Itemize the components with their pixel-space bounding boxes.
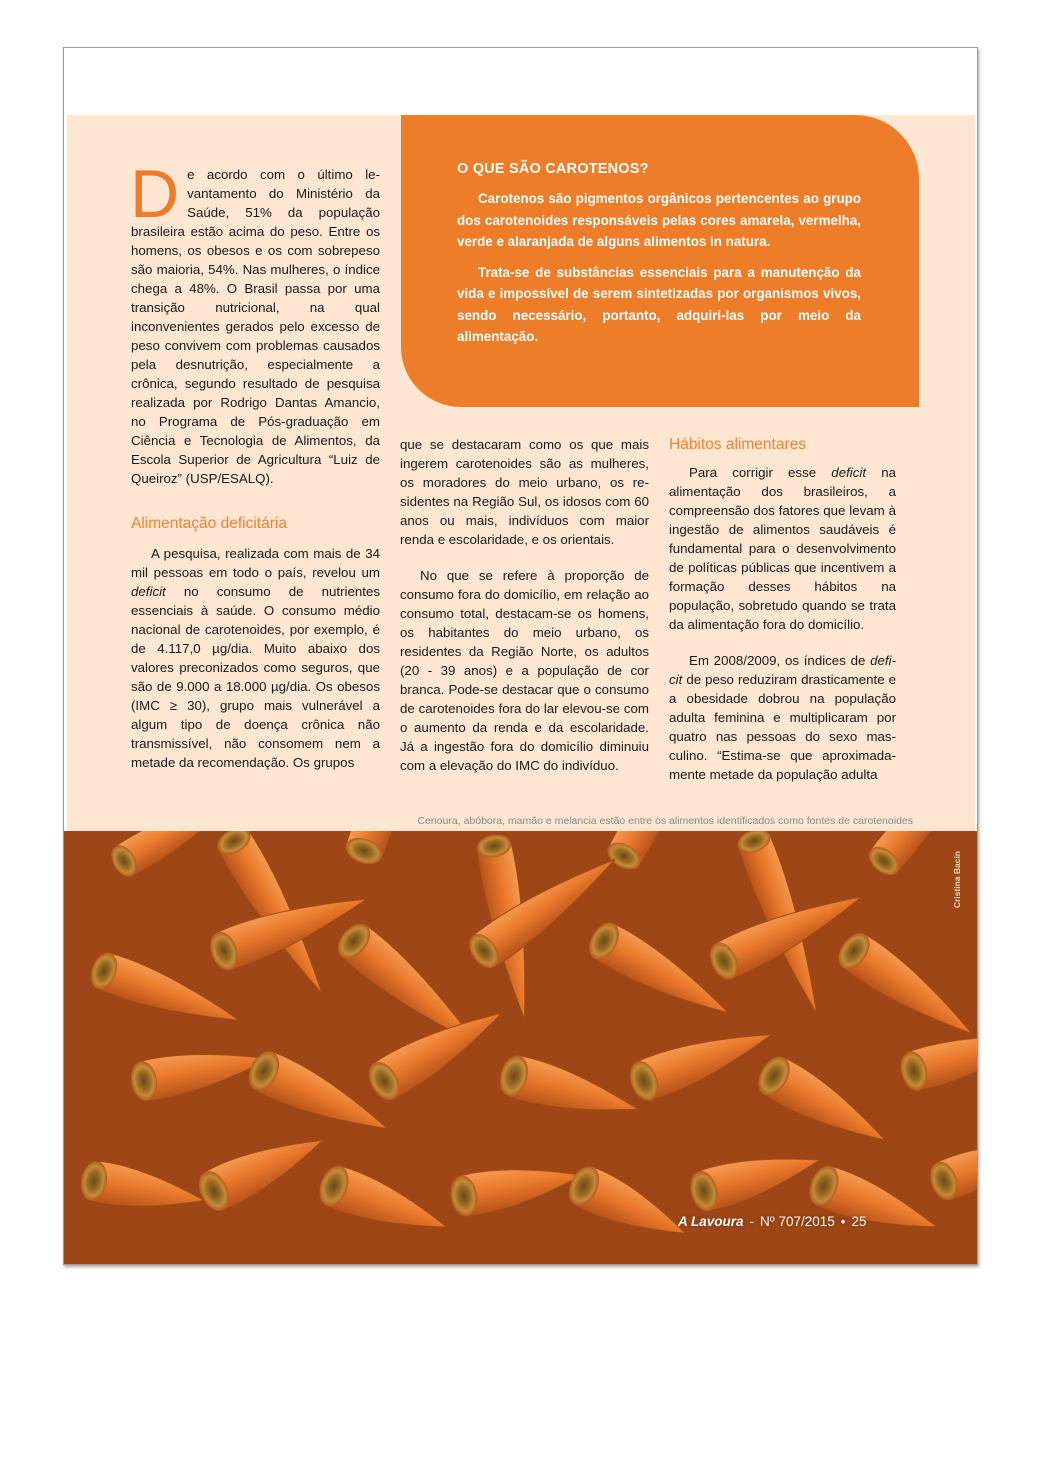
paragraph: Para corrigir esse deficit na alimentação dos brasileiros, a compreensão dos fatores que levam à ingestão de alimentos saudáveis é fundamental para o desenvolvimento de políticas públicas que incentivem a formação desses hábitos na população, sobretudo quando se trata da alimentação fora do domicílio. [669,465,896,632]
column-3 [669,435,896,784]
paragraph: A pesquisa, realizada com mais de 34 mil pessoas em todo o país, revelou um deficit no consumo de nutrientes essenciais à saúde. O consumo médio nacional de carotenoides, por exemplo, é de 4.117,0 µg/dia. Muito abaixo dos valores preconizados como seguros, que são de 9.000 a 18.000 µg/dia. Os obesos (IMC ≥ 30), grupo mais vulnerável a algum tipo de doença crônica não transmissível, não consomem nem a metade da recomendação. Os grupos [131,546,380,770]
drop-cap: D [130,156,180,232]
paragraph: No que se refere à proporção de consumo fora do domicílio, em relação ao consumo total, destacam-se os homens, os habitantes do meio urbano, os residentes da Região Norte, os adultos (20 - 39 anos) e a população de cor branca. Pode-se destacar que o consumo de carotenoides fora do lar elevou-se com o aumento da renda e da escolaridade. Já a ingestão fora do domicílio diminuiu com a elevação do IMC do indivíduo. [400,568,649,773]
carrots-illustration [64,831,977,1264]
paragraph: Em 2008/2009, os índices de deficit de peso reduziram drasticamente e a obesidade dobrou na população adulta feminina e multiplicaram por quatro nas pessoas do sexo masculino. “Estima-se que aproximadamente metade da população adulta [669,653,896,782]
paragraph: que se destacaram como os que mais ingerem carotenoides são as mulheres, os moradores do meio urbano, os residentes na Região Sul, os idosos com 60 anos ou mais, indivíduos com maior renda e escolaridade, e os orientais. [400,437,649,547]
section-title-habitos: Hábitos alimentares [669,436,806,453]
box-paragraph-2: Trata-se de substâncias essenciais para a manutenção da vida e impossível de serem sintetizadas por organismos vivos, sendo necessário, portanto, adquiri-las por meio da alimentação. [457,264,861,344]
issue-number: Nº 707/2015 [760,1214,835,1229]
magazine-page [63,47,978,1265]
section-title-alimentacao: Alimentação deficitária [131,515,287,532]
box-title: O QUE SÃO CAROTENOS? [457,161,649,177]
box-paragraph-1: Carotenos são pigmentos orgânicos pertencentes ao grupo dos carotenoides responsáveis pelas cores amarela, vermelha, verde e alaranjada de alguns alimentos in natura. [457,191,861,249]
sidebar-box [401,115,919,407]
carrots-photo [64,831,977,1264]
page-number: 25 [851,1214,867,1229]
column-2 [400,435,649,775]
column-1 [130,156,380,772]
intro-paragraph: De acordo com o último levantamento do Ministério da Saúde, 51% da população brasileira estão acima do peso. Entre os homens, os obesos e os com sobrepeso são maioria, 54%. Nas mulheres, o índice chega a 48%. O Brasil passa por uma transição nutricional, na qual inconvenientes gerados pelo excesso de peso convivem com problemas causados pela desnutrição, especialmente a crônica, segundo resultado de pesquisa realizada por Rodrigo Dantas Amancio, no Programa de Pós-graduação em Ciência e Tecnologia de Alimentos, da Escola Superior de Agricultura “Luiz de Queiroz” (USP/ESALQ). [130,156,380,486]
page-footer: A Lavoura - Nº 707/2015 • 25 [678,1214,867,1229]
photo-credit: Cristina Bacin [952,851,962,909]
magazine-name: A Lavoura [678,1214,744,1229]
photo-caption: Cenoura, abóbora, mamão e melancia estão entre os alimentos identificados como fontes de carotenoides [417,815,913,827]
box-text [457,188,861,348]
